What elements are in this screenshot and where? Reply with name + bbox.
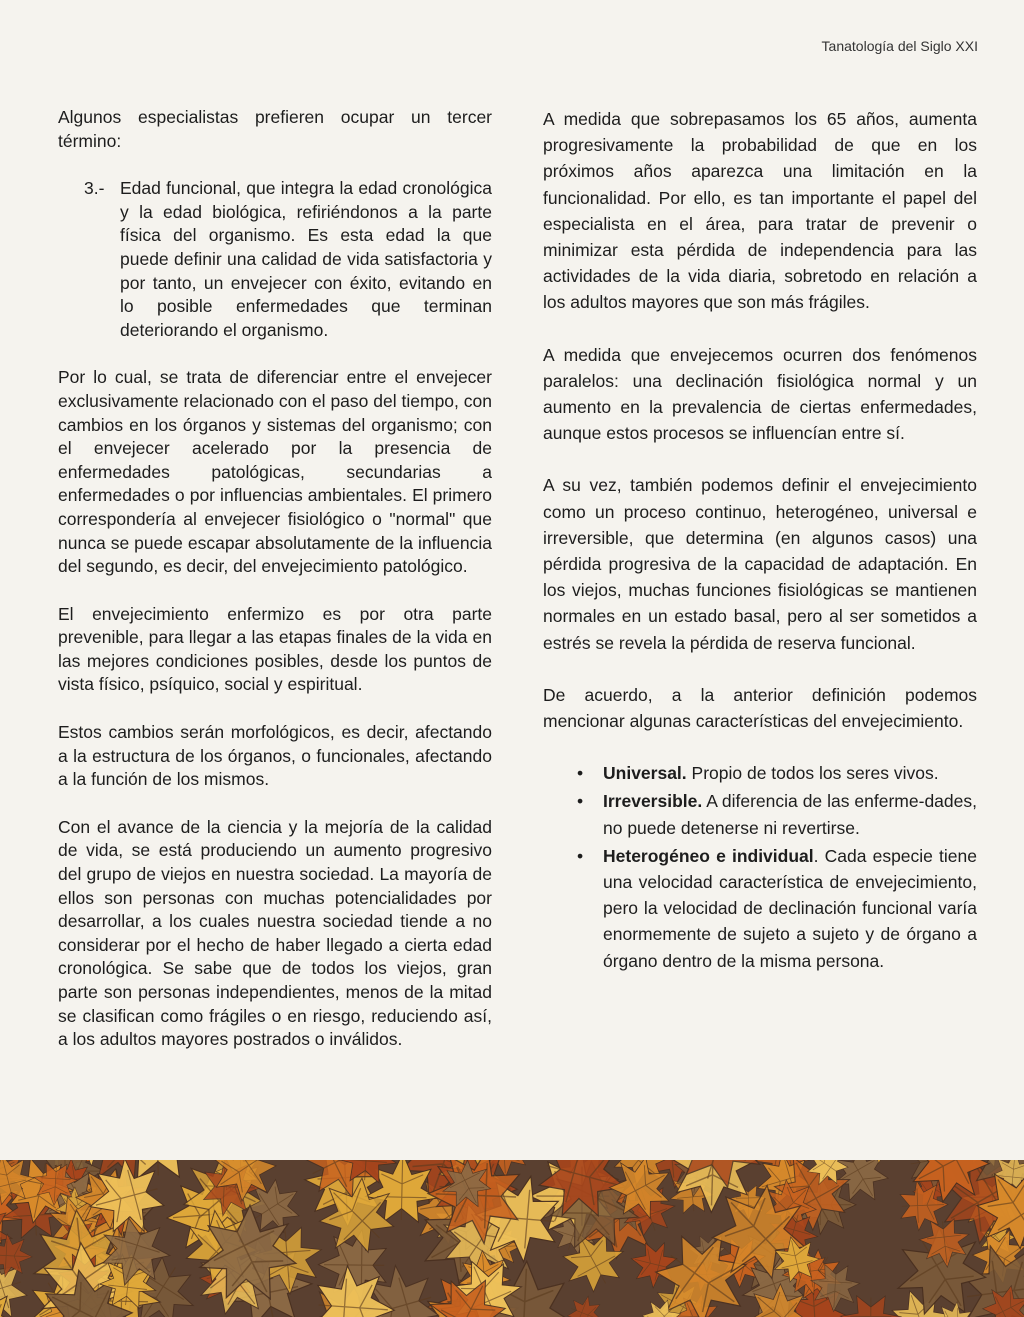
list-item-term: Heterogéneo e individual <box>603 845 814 866</box>
list-item <box>577 788 977 840</box>
paragraph: De acuerdo, a la anterior definición podemos mencionar algunas características del envejecimiento. <box>543 684 977 732</box>
paragraph: Por lo cual, se trata de diferenciar entre el envejecer exclusivamente relacionado con el paso del tiempo, con cambios en los órganos y sistemas del organismo; con el envejecer acelerado por la presencia de enfermedades patológicas, secundarias a enfermedades o por influencias ambientales. El primero correspondería al envejecer fisiológico o "normal" que nunca se puede escapar absolutamente de la influencia del segundo, es decir, del envejecimiento patológico. <box>58 367 492 577</box>
item-number: 3.- <box>84 178 105 199</box>
running-header: Tanatología del Siglo XXI <box>821 38 978 54</box>
paragraph: A medida que envejecemos ocurren dos fenómenos paralelos: una declinación fisiológica normal y un aumento en la prevalencia de ciertas enfermedades, aunque estos procesos se influencían entre sí. <box>543 344 977 444</box>
list-item-term: Irreversible. <box>603 791 703 812</box>
numbered-item <box>84 177 492 342</box>
bullet-icon: • <box>577 763 584 784</box>
list-item-term: Universal. <box>603 763 687 784</box>
bullet-icon: • <box>577 791 584 812</box>
right-column <box>543 106 977 976</box>
paragraph: A medida que sobrepasamos los 65 años, aumenta progresivamente la probabilidad de que en los próximos años aparezca una limitación en la funcionalidad. Por ello, es tan importante el papel del especialista en el área, para tratar de prevenir o minimizar esta pérdida de independencia para las actividades de la vida diaria, sobretodo en relación a los adultos mayores que son más frágiles. <box>543 109 977 313</box>
characteristics-list <box>577 760 977 974</box>
left-column <box>58 106 492 1076</box>
paragraph: Algunos especialistas prefieren ocupar un tercer término: <box>58 107 492 151</box>
list-item-text: Propio de todos los seres vivos. <box>686 763 939 784</box>
paragraph: Estos cambios serán morfológicos, es decir, afectando a la estructura de los órganos, o funcionales, afectando a la función de los mismos. <box>58 722 492 790</box>
list-item <box>577 760 977 786</box>
paragraph: A su vez, también podemos definir el envejecimiento como un proceso continuo, heterogéneo, universal e irreversible, que determina (en algunos casos) una pérdida progresiva de la capacidad de adaptación. En los viejos, muchas funciones fisiológicas se mantienen normales en un estado basal, pero al ser sometidos a estrés se revela la pérdida de reserva funcional. <box>543 475 977 653</box>
item-text: Edad funcional, que integra la edad cronológica y la edad biológica, refiriéndonos a la parte física del organismo. Es esta edad la que puede definir una calidad de vida satisfactoria y por tanto, un envejecer con éxito, evitando en lo posible enfermedades que terminan deteriorando el organismo. <box>120 178 492 340</box>
list-item <box>577 843 977 974</box>
leaves-illustration <box>0 1160 1024 1317</box>
bullet-icon: • <box>577 845 584 866</box>
autumn-leaves-banner <box>0 1160 1024 1317</box>
paragraph: Con el avance de la ciencia y la mejoría de la calidad de vida, se está produciendo un aumento progresivo del grupo de viejos en nuestra sociedad. La mayoría de ellos son personas con muchas potencialidades por desarrollar, a los cuales nuestra sociedad tiende a no considerar por el hecho de haber llegado a cierta edad cronológica. Se sabe que de todos los viejos, gran parte son personas independientes, menos de la mitad se clasifican como frágiles o en riesgo, reduciendo así, a los adultos mayores postrados o inválidos. <box>58 816 492 1050</box>
list-item-text: A diferencia de las enferme-dades, no puede detenerse ni revertirse. <box>603 791 977 838</box>
paragraph: El envejecimiento enfermizo es por otra parte prevenible, para llegar a las etapas finales de la vida en las mejores condiciones posibles, desde los puntos de vista físico, psíquico, social y espiritual. <box>58 603 492 695</box>
list-item-text: . Cada especie tiene una velocidad característica de envejecimiento, pero la velocidad de declinación funcional varía enormemente de sujeto a sujeto y de órgano a órgano dentro de la misma persona. <box>603 845 977 971</box>
